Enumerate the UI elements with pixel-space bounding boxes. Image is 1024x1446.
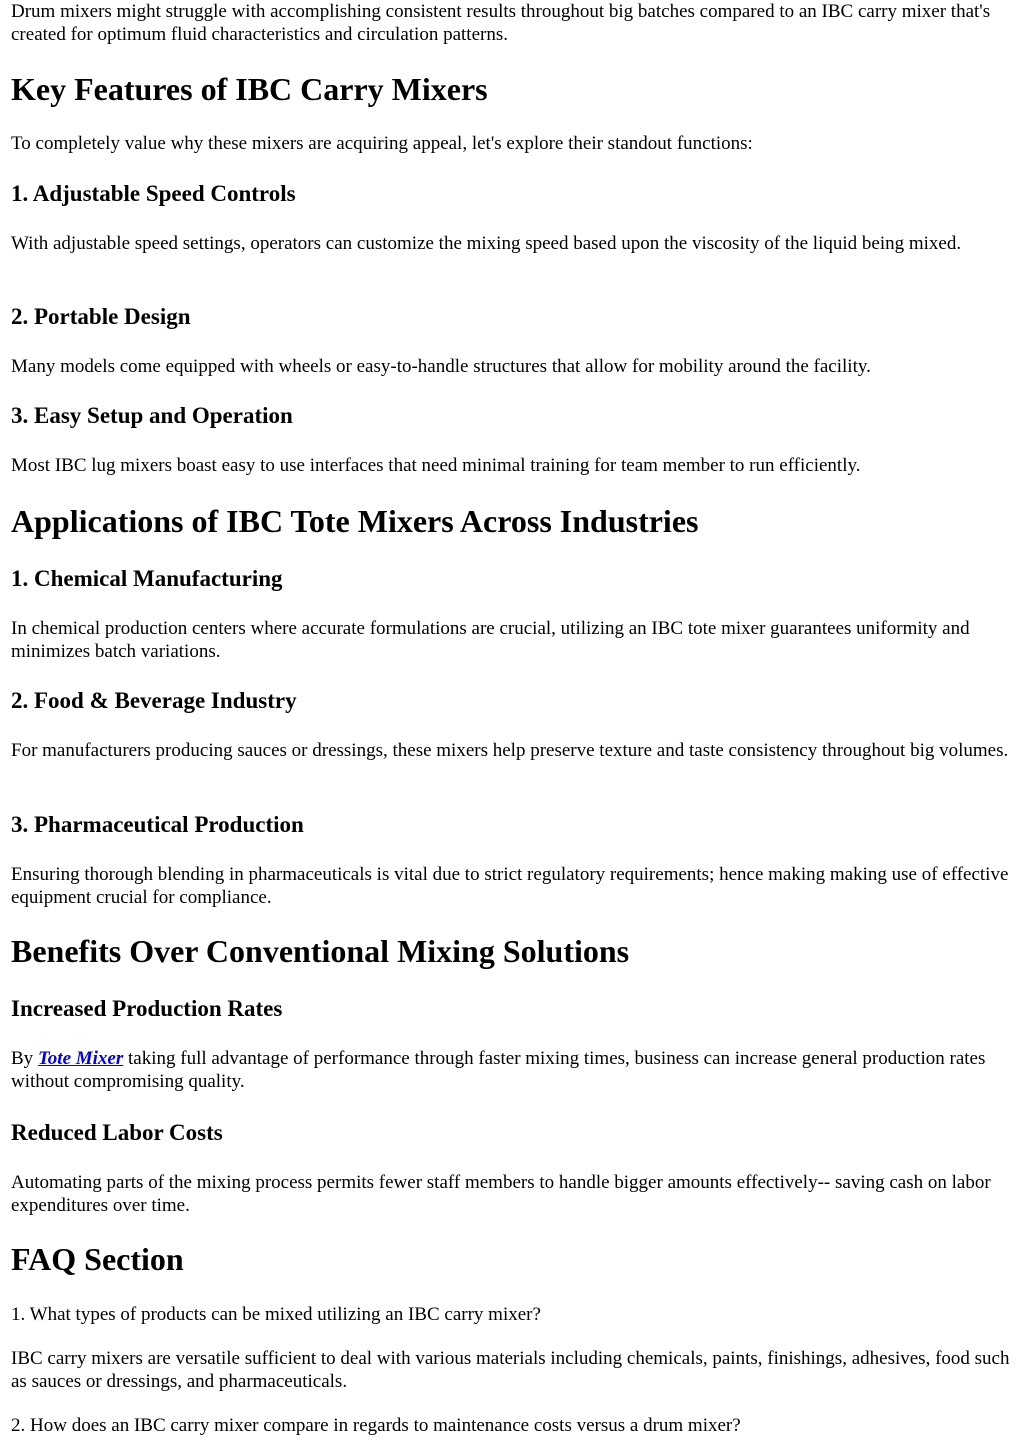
subheading-pharmaceutical: 3. Pharmaceutical Production [11,812,304,837]
increased-production-text-rest: taking full advantage of performance through faster mixing times, business can increase general production rates without compromising quality. [11,1048,986,1092]
portable-design-text: Many models come equipped with wheels or easy-to-handle structures that allow for mobility around the facility. [11,356,871,377]
reduced-labor-text: Automating parts of the mixing process permits fewer staff members to handle bigger amounts effectively-- saving cash on labor expenditures over time. [11,1172,991,1216]
easy-setup-text: Most IBC lug mixers boast easy to use interfaces that need minimal training for team member to run efficiently. [11,455,861,476]
subheading-chemical-manufacturing: 1. Chemical Manufacturing [11,566,283,591]
tote-mixer-link[interactable]: Tote Mixer [37,1048,124,1069]
subheading-adjustable-speed: 1. Adjustable Speed Controls [11,181,296,206]
subheading-food-beverage: 2. Food & Beverage Industry [11,688,297,713]
pharmaceutical-text: Ensuring thorough blending in pharmaceuticals is vital due to strict regulatory requirements; hence making making use of effective equipment crucial for compliance. [11,864,1009,908]
chemical-manufacturing-text: In chemical production centers where accurate formulations are crucial, utilizing an IBC tote mixer guarantees uniformity and minimizes batch variations. [11,618,970,662]
intro-paragraph: Drum mixers might struggle with accomplishing consistent results throughout big batches compared to an IBC carry mixer that's created for optimum fluid characteristics and circulation patterns. [11,1,991,45]
food-beverage-text: For manufacturers producing sauces or dressings, these mixers help preserve texture and taste consistency throughout big volumes. [11,740,1009,761]
heading-faq: FAQ Section [11,1241,184,1277]
heading-benefits: Benefits Over Conventional Mixing Solutions [11,933,630,969]
subheading-increased-production: Increased Production Rates [11,996,283,1021]
subheading-easy-setup: 3. Easy Setup and Operation [11,403,293,428]
increased-production-text [11,1047,1016,1093]
heading-applications: Applications of IBC Tote Mixers Across Industries [11,503,699,539]
heading-key-features: Key Features of IBC Carry Mixers [11,71,488,107]
faq-question-1: 1. What types of products can be mixed utilizing an IBC carry mixer? [11,1304,541,1325]
subheading-portable-design: 2. Portable Design [11,304,191,329]
adjustable-speed-text: With adjustable speed settings, operators can customize the mixing speed based upon the viscosity of the liquid being mixed. [11,233,962,254]
faq-question-2: 2. How does an IBC carry mixer compare in regards to maintenance costs versus a drum mixer? [11,1415,741,1436]
subheading-reduced-labor: Reduced Labor Costs [11,1120,223,1145]
key-features-intro: To completely value why these mixers are acquiring appeal, let's explore their standout functions: [11,133,753,154]
increased-production-text-lead: By [11,1048,38,1069]
faq-answer-1: IBC carry mixers are versatile sufficient to deal with various materials including chemicals, paints, finishings, adhesives, food such as sauces or dressings, and pharmaceuticals. [11,1348,1010,1392]
